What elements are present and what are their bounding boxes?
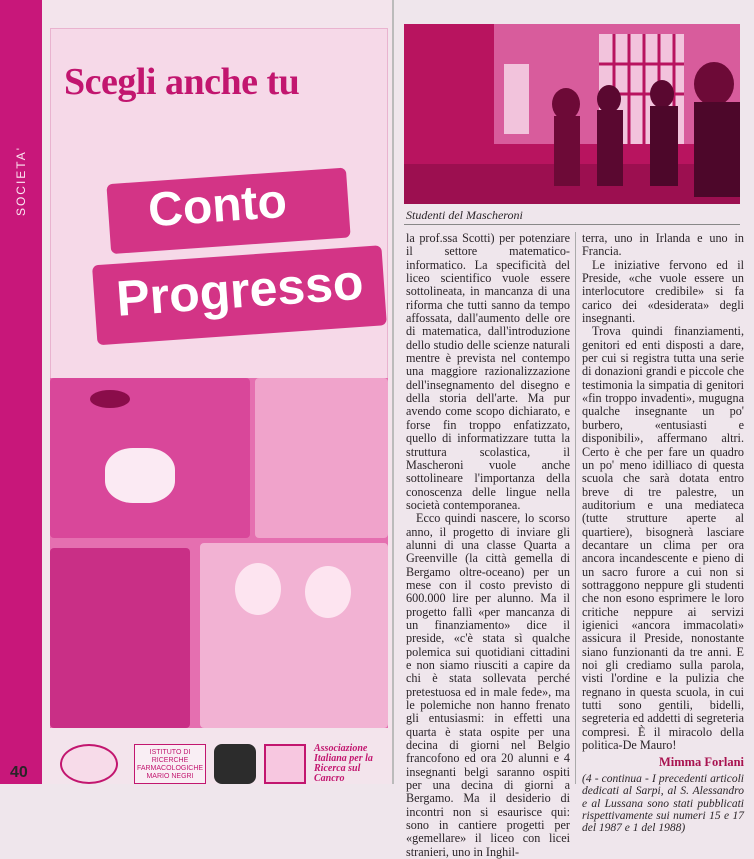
article-paragraph: Le iniziative fervono ed il Preside, «che vuole essere un interlocutore credibile» si fa carico dei «desiderata» degli insegnanti.	[582, 257, 744, 326]
caption-rule	[404, 224, 740, 225]
article-paragraph: Trova quindi finanziamenti, genitori ed enti disposti a dare, per cui si registra tutta una serie di donazioni grandi e piccole che testimonia la simpatia di genitori «fin troppo invadenti», mugugna qualche insegnante un po' burbero, «entusiasti e disponibili», affermano altri. Certo è che per fare un quadro un po' meno idilliaco di questa scuola che sarà dotata entro breve di tre palestre, un auditorium e una mediateca (tutte strutture aperte al quartiere), bisognerà lasciare decantare un clima per ora ancora incandescente e pieno di un sacro furore a cui non si sottraggono neppure gli studenti che non esono esprimere le loro critiche neppure ai servizi igienici «ancora immacolati» assicura il Preside, nonostante siano funzionanti da tre anni. E noi gli crediamo sulla parola, visti l'ordine e la pulizia che regnano in questa scuola, in cui tutti sono gentili, bidelli, segreteria ed addetti di segreteria compresi. È il miracolo della politica-De Mauro!	[582, 324, 744, 753]
section-band	[0, 0, 42, 784]
advertisement	[42, 0, 392, 784]
istituto-logo: ISTITUTO DI RICERCHE FARMACOLOGICHE MARIO NEGRI	[134, 744, 206, 784]
article-footnote: (4 - continua - I precedenti articoli dedicati al Sarpi, al S. Alessandro e al Lussana sono stati pubblicati rispettivamente sui numeri 15 e 17 del 1987 e 1 del 1988)	[582, 772, 744, 835]
article-paragraph: terra, uno in Irlanda e uno in Francia.	[582, 231, 744, 259]
section-label-text: SOCIETA'	[14, 145, 28, 217]
collage-children	[200, 543, 388, 728]
collage-scientist	[255, 378, 388, 538]
sponsor-logos	[60, 744, 390, 784]
collage-panda	[105, 448, 175, 503]
collage-child-face-right	[305, 566, 351, 618]
page-divider	[392, 0, 394, 784]
article-paragraph: Ecco quindi nascere, lo scorso anno, il progetto di inviare gli alunni di una classe Quarta a Greenville (la città gemella di Bergamo oltre-oceano) per un mese con il costo previsto di 600.000 lire per alunno. Ma il progetto fallì «per mancanza di un finanziamento» dice il preside, «c'è stata sì qualche polemica sui quotidiani cittadini e non siamo riusciti a capire da chi è stata sollevata perché pretestuosa ed in male fede», ma le polemiche non hanno frenato gli entusiasmi: in effetti una quarta è stata ospite per una decina di giorni nel Belgio francofono ed ora 20 alunni e 4 insegnanti belgi saranno ospiti per una decina di giorni a Bergamo. Ma il desiderio di incontri non si esaurisce qui: sono in cantiere progetti per «gemellare» il liceo con licei stranieri, uno in Inghil-	[406, 511, 570, 859]
students-photo-illustration	[404, 24, 740, 204]
ad-headline: Scegli anche tu	[64, 61, 300, 103]
collage-child-face-left	[235, 563, 281, 615]
banner-title-line2: Progresso	[114, 253, 366, 327]
article-column-1	[406, 232, 570, 859]
page-number: 40	[10, 764, 28, 781]
article-column-2	[582, 232, 744, 835]
ad-photo-collage	[50, 378, 388, 728]
unicef-logo	[60, 744, 118, 784]
article-paragraph: la prof.ssa Scotti) per potenziare il settore matematico-informatico. La specificità del liceo scientifico vuole essere sottolineata, in mancanza di una riforma che tutti sanno da tempo affossata, dall'aumento delle ore di matematica, dall'introduzione dello studio delle scienze naturali mentre è prevista nel contempo una maggiore razionalizzazione dell'insegnamento del disegno e della storia dell'arte. Ma pur avendo come scopo dichiarato, e forse fin troppo enfatizzato, quello di informatizzare tutta la struttura scolastica, il Mascheroni vuole anche sottolineare l'importanza della conoscenza delle lingue nella società contemporanea.	[406, 231, 570, 512]
photo-caption: Studenti del Mascheroni	[406, 208, 523, 222]
airc-logo: Associazione Italiana per la Ricerca sul Cancro	[314, 743, 373, 784]
banner-title-line1: Conto	[146, 174, 289, 238]
collage-bird	[90, 390, 130, 408]
author-signature: Mimma Forlani	[658, 755, 744, 770]
column-divider	[575, 232, 576, 784]
ad-banner	[85, 145, 399, 375]
article-photo	[404, 24, 740, 204]
collage-lab-scene	[50, 548, 190, 728]
section-label	[8, 130, 34, 240]
square-logo	[264, 744, 306, 784]
wwf-logo	[214, 744, 256, 784]
